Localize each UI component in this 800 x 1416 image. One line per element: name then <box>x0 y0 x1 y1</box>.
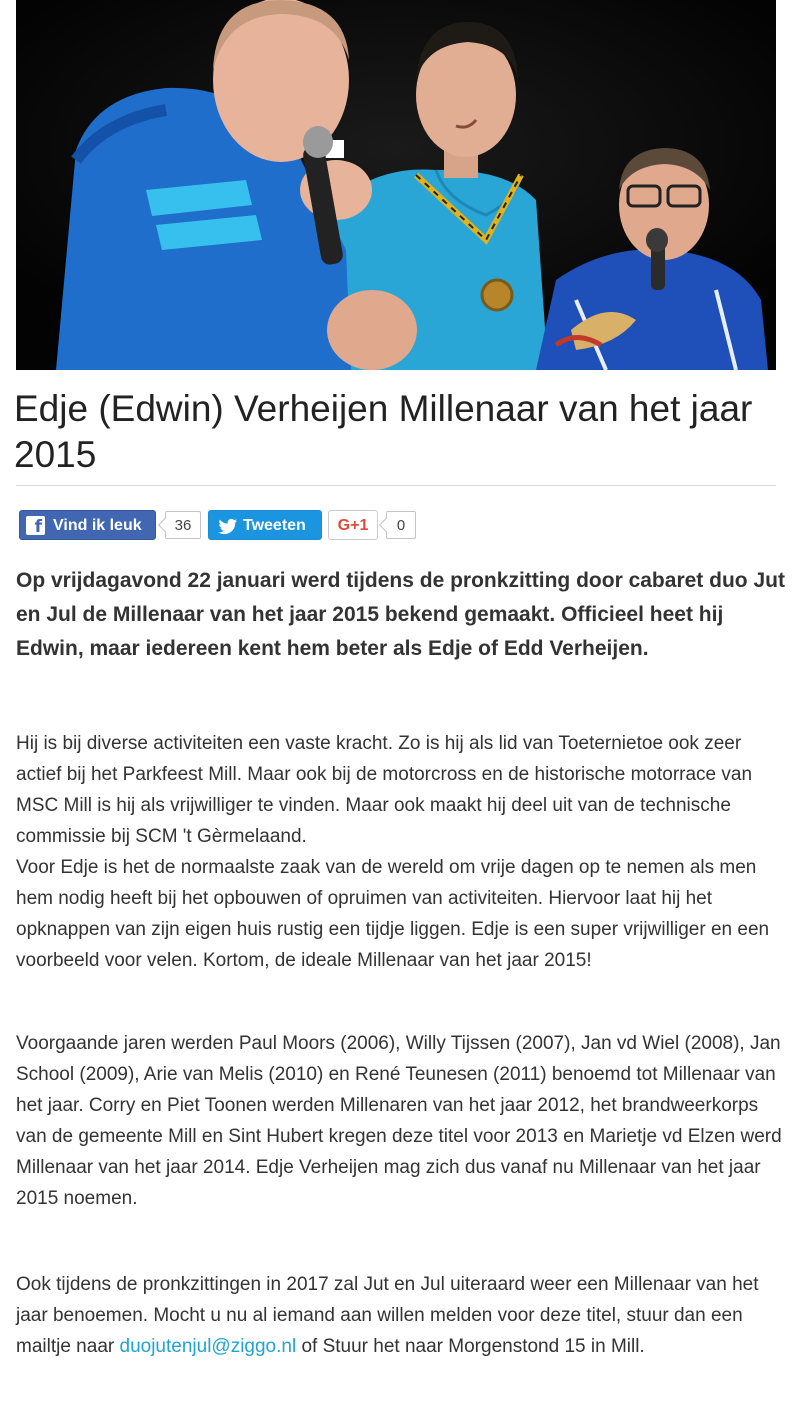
google-plus-count: 0 <box>386 511 416 539</box>
title-divider <box>16 485 776 486</box>
tweet-button[interactable] <box>208 510 322 540</box>
facebook-like-label: Vind ik leuk <box>53 517 142 534</box>
article-paragraph-1b: Voor Edje is het de normaalste zaak van de wereld om vrije dagen op te nemen als men hem nodig heeft bij het opbouwen of opruimen van activiteiten. Hiervoor laat hij het opknappen van zijn eigen huis rustig een tijdje liggen. Edje is een super vrijwilliger en een voorbeeld voor velen. Kortom, de ideale Millenaar van het jaar 2015! <box>16 857 770 971</box>
article-paragraph-1 <box>16 728 786 976</box>
google-plus-button[interactable]: G+1 <box>328 510 378 540</box>
paragraph-3-text-before: Ook tijdens de pronkzittingen in 2017 zal Jut en Jul uiteraard weer een Millenaar van het jaar benoemen. Mocht u nu al iemand aan willen melden voor deze titel, stuur dan een mailtje naar <box>16 1274 759 1357</box>
article-paragraph-3 <box>16 1269 786 1362</box>
hero-photo <box>16 0 776 370</box>
article-paragraph-2: Voorgaande jaren werden Paul Moors (2006), Willy Tijssen (2007), Jan vd Wiel (2008), Jan School (2009), Arie van Melis (2010) en René Teunesen (2011) benoemd tot Millenaar van het jaar. Corry en Piet Toonen werden Millenaren van het jaar 2012, het brandweerkorps van de gemeente Mill en Sint Hubert kregen deze titel voor 2013 en Marietje vd Elzen werd Millenaar van het jaar 2014. Edje Verheijen mag zich dus vanaf nu Millenaar van het jaar 2015 noemen. <box>16 1033 782 1209</box>
article-lead: Op vrijdagavond 22 januari werd tijdens de pronkzitting door cabaret duo Jut en Jul de Millenaar van het jaar 2015 bekend gemaakt. Officieel heet hij Edwin, maar iedereen kent hem beter als Edje of Edd Verheijen. <box>16 569 785 660</box>
article-paragraph-1a: Hij is bij diverse activiteiten een vaste kracht. Zo is hij als lid van Toeternietoe ook zeer actief bij het Parkfeest Mill. Maar ook bij de motorcross en de historische motorrace van MSC Mill is hij als vrijwilliger te vinden. Maar ook maakt hij deel uit van de technische commissie bij SCM 't Gèrmelaand. <box>16 733 753 847</box>
hero-photo-illustration <box>16 0 776 370</box>
facebook-like-button[interactable] <box>19 510 156 540</box>
page-title: Edje (Edwin) Verheijen Millenaar van het jaar 2015 <box>14 388 753 475</box>
twitter-bird-icon <box>218 517 238 535</box>
facebook-icon: f <box>26 516 45 535</box>
tweet-label: Tweeten <box>243 517 306 534</box>
article-body <box>16 564 786 1357</box>
facebook-like-count: 36 <box>165 511 201 539</box>
email-link[interactable]: duojutenjul@ziggo.nl <box>119 1336 297 1357</box>
paragraph-3-text-after: of Stuur het naar Morgenstond 15 in Mill. <box>296 1336 645 1357</box>
